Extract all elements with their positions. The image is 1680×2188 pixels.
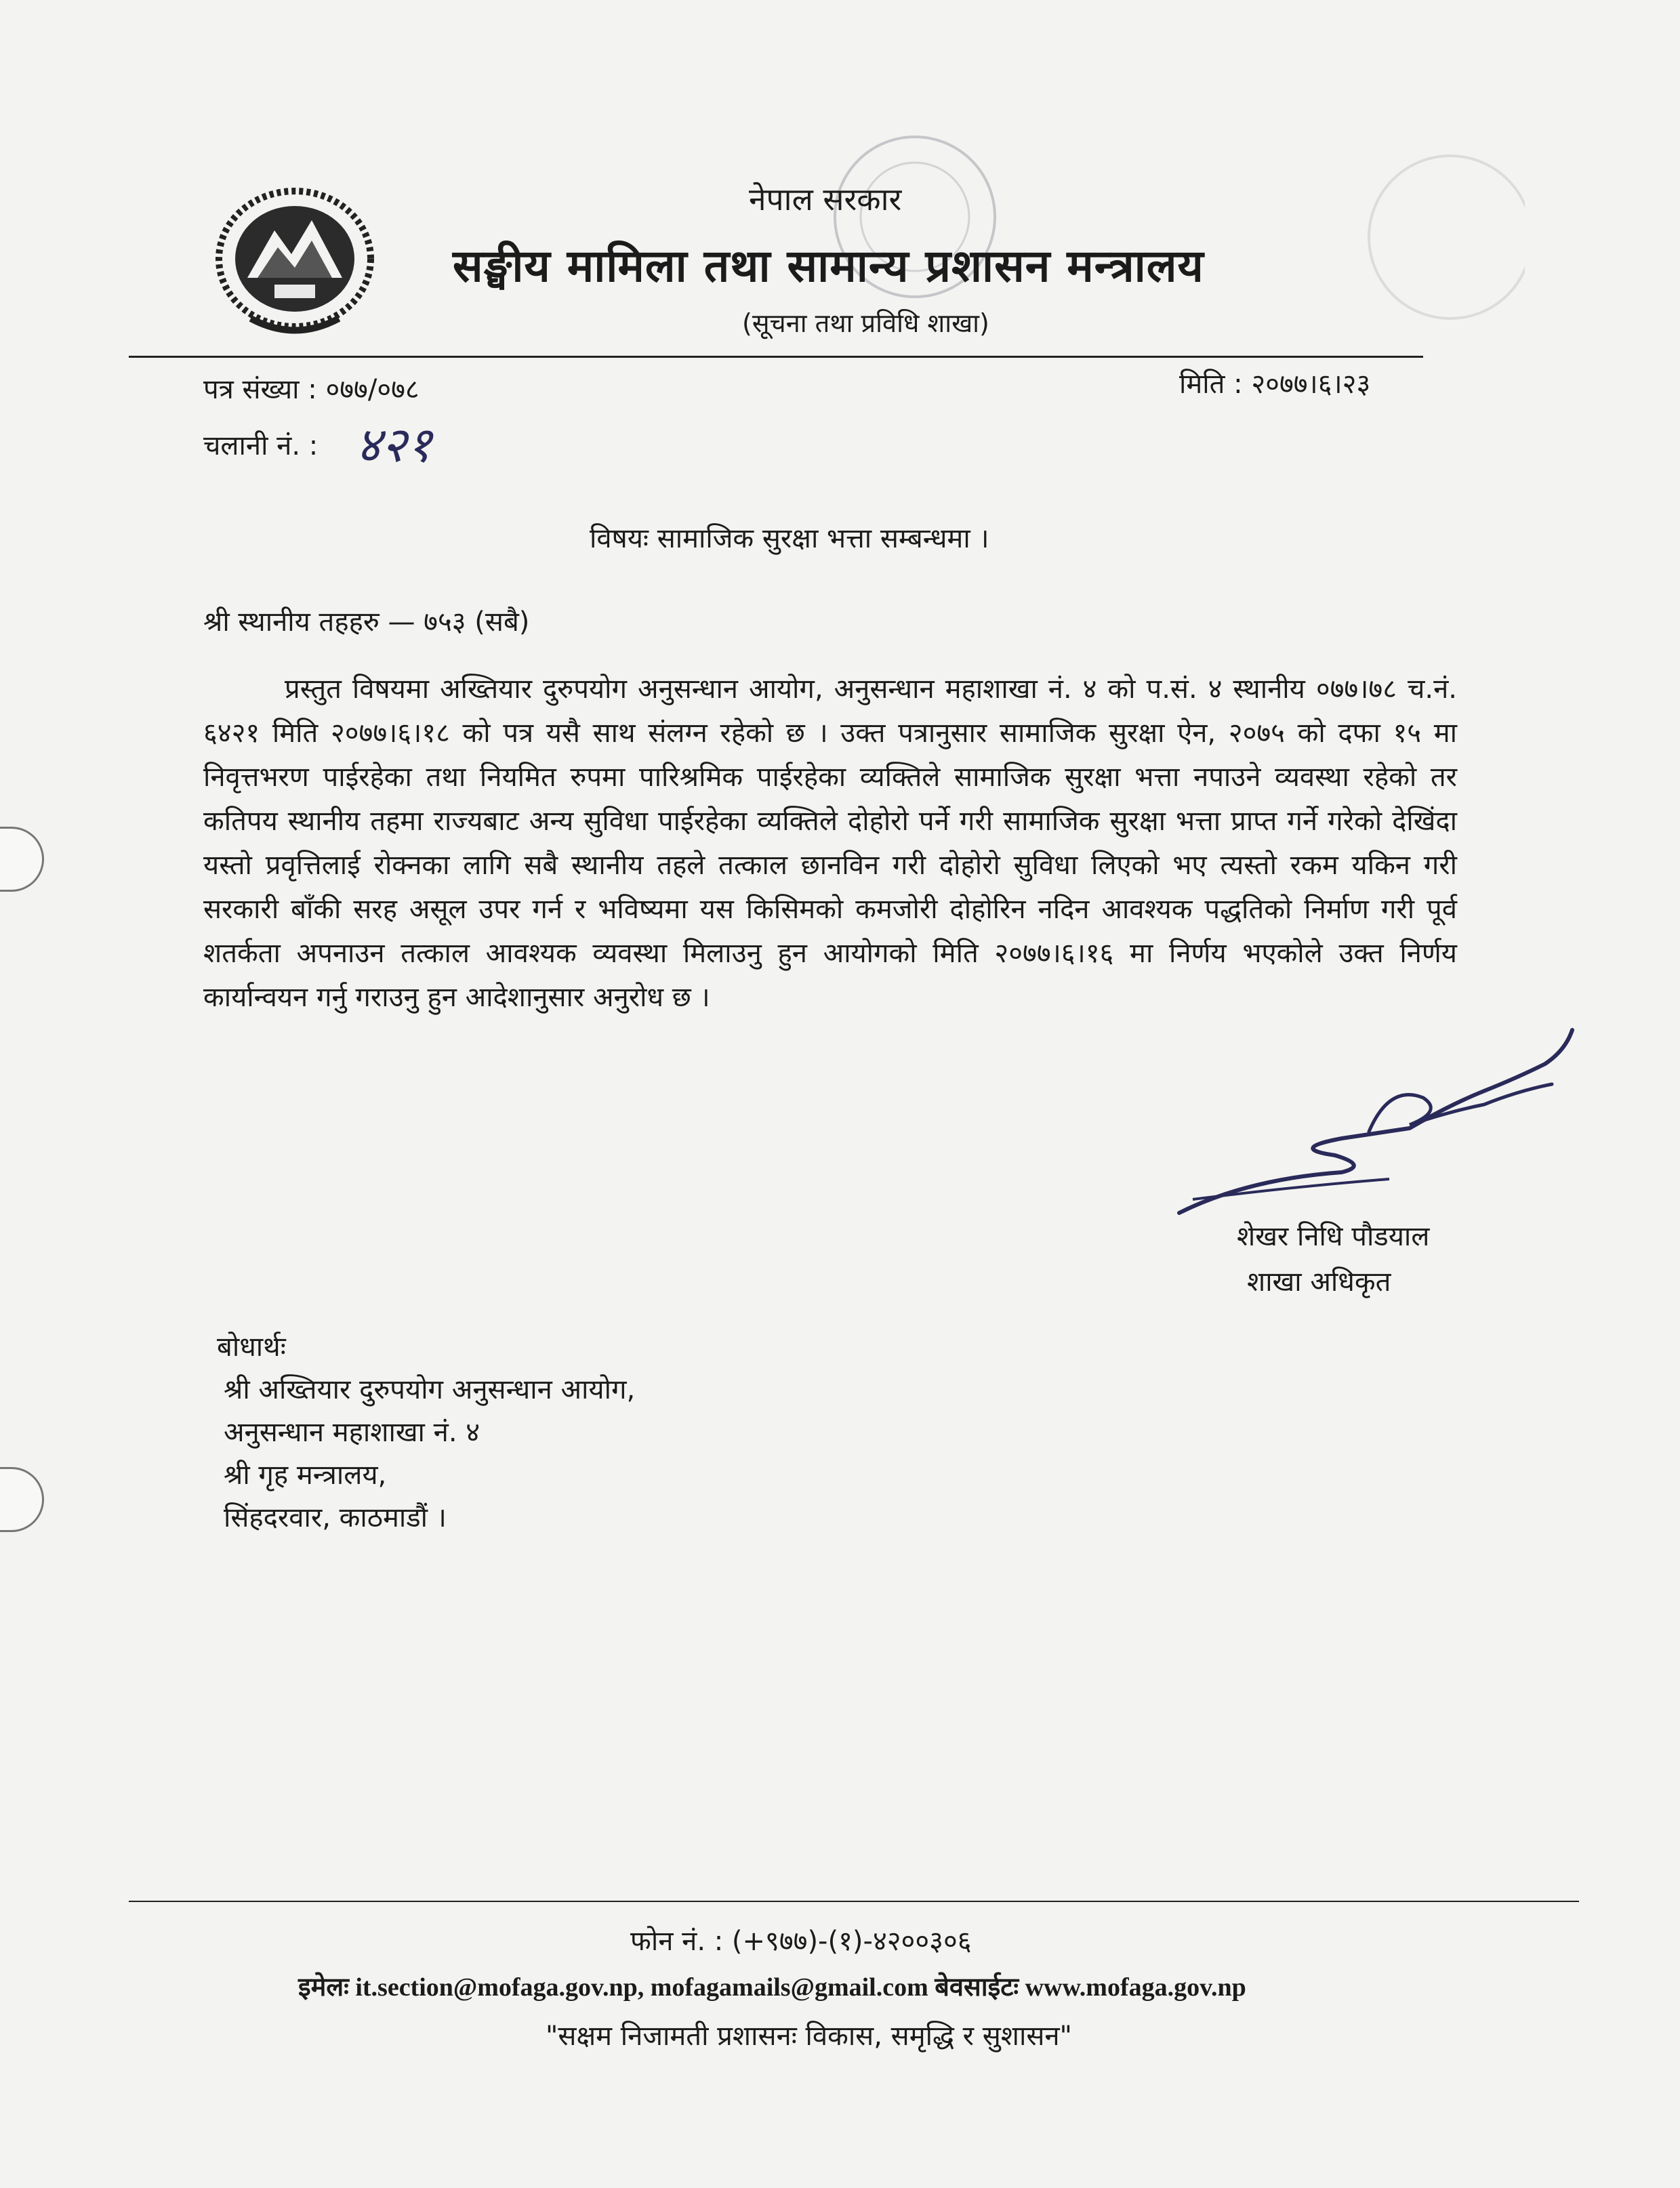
footer-contact-line: इमेलः it.section@mofaga.gov.np, mofagamails@gmail.com बेवसाईटः www.mofaga.gov.np <box>298 1973 1246 2002</box>
footer-motto: "सक्षम निजामती प्रशासनः विकास, समृद्धि र सुशासन" <box>546 2021 1072 2052</box>
letter-recipient: श्री स्थानीय तहहरु — ७५३ (सबै) <box>203 606 530 638</box>
nepal-emblem-icon <box>210 183 380 339</box>
header-divider <box>129 356 1423 358</box>
letter-number <box>203 369 419 407</box>
ministry-title: सङ्घीय मामिला तथा सामान्य प्रशासन मन्त्रालय <box>453 240 1204 292</box>
footer-divider <box>129 1901 1579 1902</box>
cc-line: अनुसन्धान महाशाखा नं. ४ <box>224 1417 480 1448</box>
letter-subject: विषयः सामाजिक सुरक्षा भत्ता सम्बन्धमा । <box>590 523 989 554</box>
cc-label: बोधार्थः <box>217 1332 286 1363</box>
handwritten-signature-icon <box>1166 1010 1586 1226</box>
cc-line: श्री अख्तियार दुरुपयोग अनुसन्धान आयोग, <box>224 1374 636 1405</box>
branch-subtitle: (सूचना तथा प्रविधि शाखा) <box>742 308 989 338</box>
cc-line: सिंहदरवार, काठमाडौं । <box>224 1502 447 1533</box>
letter-date-value: २०७७।६।२३ <box>1251 369 1371 400</box>
dispatch-number-label: चलानी नं. : <box>203 430 319 461</box>
dispatch-number-value: ४२१ <box>356 416 432 473</box>
footer-phone: फोन नं. : (+९७७)-(१)-४२००३०६ <box>630 1926 972 1957</box>
letter-number-label: पत्र संख्या : <box>203 374 317 405</box>
signatory-title: शाखा अधिकृत <box>1247 1266 1391 1298</box>
signatory-name: शेखर निधि पौडयाल <box>1237 1221 1430 1252</box>
punch-hole <box>0 827 44 892</box>
cc-list <box>224 1369 635 1540</box>
letter-number-value: ०७७/०७८ <box>325 374 419 405</box>
letter-body: प्रस्तुत विषयमा अख्तियार दुरुपयोग अनुसन्धान आयोग, अनुसन्धान महाशाखा नं. ४ को प.सं. ४ स्थानीय ०७७।७८ च.नं. ६४२१ मिति २०७७।६।१८ को पत्र यसै साथ संलग्न रहेको छ । उक्त पत्रानुसार सामाजिक सुरक्षा ऐन, २०७५ को दफा १५ मा निवृत्तभरण पाईरहेका तथा नियमित रुपमा पारिश्रमिक पाईरहेका व्यक्तिले सामाजिक सुरक्षा भत्ता नपाउने व्यवस्था रहेको तर कतिपय स्थानीय तहमा राज्यबाट अन्य सुविधा पाईरहेका व्यक्तिले दोहोरो पर्ने गरी सामाजिक सुरक्षा भत्ता प्राप्त गर्ने गरेको देखिंदा यस्तो प्रवृत्तिलाई रोक्नका लागि सबै स्थानीय तहले तत्काल छानविन गरी दोहोरो सुविधा लिएको भए त्यस्तो रकम यकिन गरी सरकारी बाँकी सरह असूल उपर गर्न र भविष्यमा यस किसिमको कमजोरी दोहोरिन नदिन आवश्यक पद्धतिको निर्माण गरी पूर्व शतर्कता अपनाउन तत्काल आवश्यक व्यवस्था मिलाउनु हुन आयोगको मिति २०७७।६।१६ मा निर्णय भएकोले उक्त निर्णय कार्यान्वयन गर्नु गराउनु हुन आदेशानुसार अनुरोध छ । <box>203 674 1457 1013</box>
government-heading: नेपाल सरकार <box>749 181 902 218</box>
letter-date <box>1179 364 1370 401</box>
letter-date-label: मिति : <box>1179 369 1243 400</box>
cc-line: श्री गृह मन्त्रालय, <box>224 1460 387 1491</box>
punch-hole <box>0 1467 44 1532</box>
faint-stamp-icon <box>1349 129 1525 346</box>
